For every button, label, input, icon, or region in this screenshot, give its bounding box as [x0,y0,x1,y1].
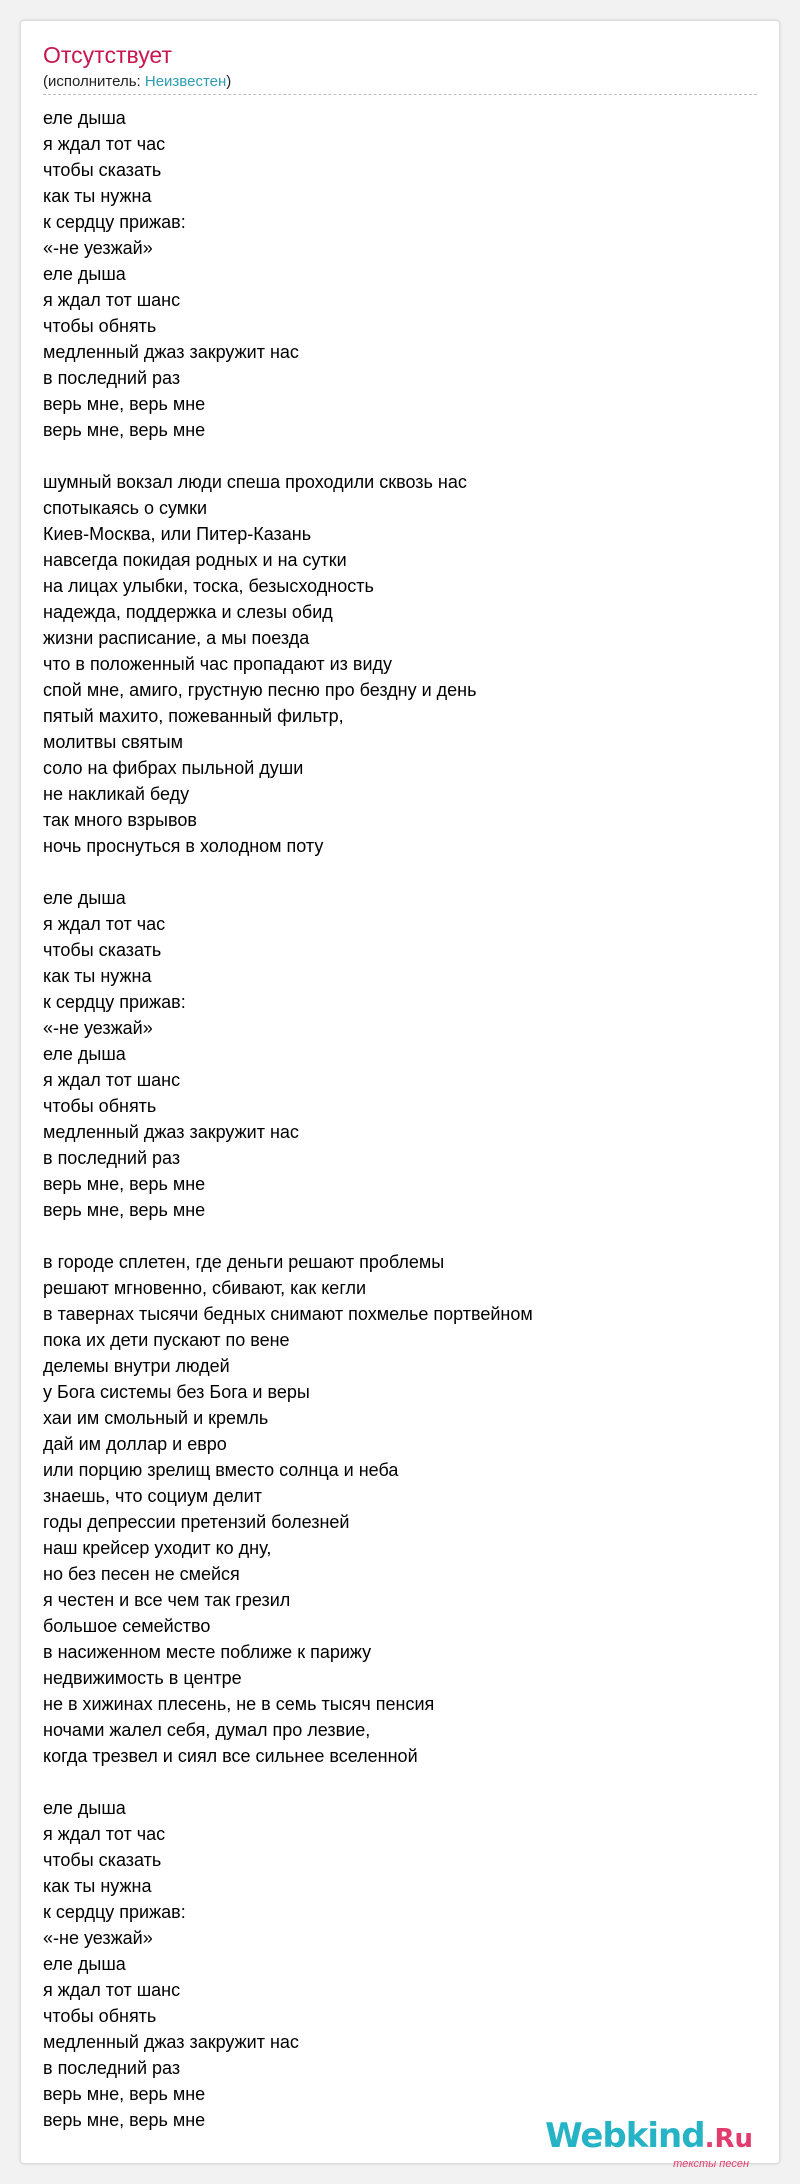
lyric-line: верь мне, верь мне [43,1200,206,1220]
lyric-line: не в хижинах плесень, не в семь тысяч пенсия [43,1694,435,1714]
lyric-line: к сердцу прижав: [43,1902,186,1922]
lyric-line: пока их дети пускают по вене [43,1330,290,1350]
lyric-line: недвижимость в центре [43,1668,242,1688]
performer-link[interactable]: Неизвестен [144,73,227,90]
lyric-line: так много взрывов [43,810,197,830]
lyric-line: хаи им смольный и кремль [43,1408,269,1428]
lyric-line: еле дыша [43,888,126,908]
lyric-line: в последний раз [43,2058,181,2078]
lyric-line: медленный джаз закружит нас [43,2032,299,2052]
logo-domain: .Ru [704,2124,753,2154]
lyric-line: большое семейство [43,1616,211,1636]
logo-name: Webkind [545,2116,705,2156]
performer-line [43,73,231,91]
lyric-line: как ты нужна [43,1876,152,1896]
lyric-line: к сердцу прижав: [43,212,186,232]
lyric-line: спотыкаясь о сумки [43,498,208,518]
lyric-line: чтобы обнять [43,1096,157,1116]
lyrics-stanza [43,1249,763,1769]
lyric-line: «-не уезжай» [43,1018,153,1038]
logo-wordmark [545,2116,753,2156]
title-divider [43,94,757,95]
lyric-line: на лицах улыбки, тоска, безысходность [43,576,374,596]
lyrics-stanza [43,105,763,443]
lyric-line: ночами жалел себя, думал про лезвие, [43,1720,371,1740]
lyric-line: я ждал тот шанс [43,290,181,310]
lyric-line: я ждал тот час [43,914,166,934]
lyric-line: «-не уезжай» [43,238,153,258]
lyric-line: дай им доллар и евро [43,1434,227,1454]
lyrics-stanza [43,1795,763,2133]
lyric-line: спой мне, амиго, грустную песню про бездну и день [43,680,477,700]
lyric-line: знаешь, что социум делит [43,1486,262,1506]
lyric-line: чтобы сказать [43,940,162,960]
lyric-line: я ждал тот час [43,134,166,154]
lyric-line: наш крейсер уходит ко дну, [43,1538,272,1558]
lyrics-text [43,105,763,2159]
lyric-line: соло на фибрах пыльной души [43,758,304,778]
lyric-line: у Бога системы без Бога и веры [43,1382,310,1402]
lyric-line: в насиженном месте поближе к парижу [43,1642,372,1662]
lyric-line: молитвы святым [43,732,183,752]
lyric-line: когда трезвел и сиял все сильнее вселенной [43,1746,418,1766]
lyrics-stanza [43,469,763,859]
lyric-line: в последний раз [43,368,181,388]
lyric-line: медленный джаз закружит нас [43,1122,299,1142]
lyric-line: шумный вокзал люди спеша проходили сквозь нас [43,472,467,492]
lyric-line: чтобы обнять [43,2006,157,2026]
lyric-line: я честен и все чем так грезил [43,1590,291,1610]
lyric-line: как ты нужна [43,966,152,986]
song-title: Отсутствует [43,42,172,68]
lyric-line: к сердцу прижав: [43,992,186,1012]
lyrics-card [20,20,780,2170]
lyric-line: я ждал тот шанс [43,1070,181,1090]
lyric-line: жизни расписание, а мы поезда [43,628,310,648]
lyric-line: не накликай беду [43,784,190,804]
lyric-line: верь мне, верь мне [43,1174,206,1194]
lyric-line: надежда, поддержка и слезы обид [43,602,333,622]
performer-prefix: (исполнитель: [43,73,145,90]
lyric-line: ночь проснуться в холодном поту [43,836,324,856]
lyric-line: но без песен не смейся [43,1564,240,1584]
lyric-line: или порцию зрелищ вместо солнца и неба [43,1460,399,1480]
lyric-line: еле дыша [43,1954,126,1974]
lyric-line: верь мне, верь мне [43,2110,206,2130]
lyric-line: чтобы сказать [43,1850,162,1870]
lyric-line: навсегда покидая родных и на сутки [43,550,347,570]
lyric-line: как ты нужна [43,186,152,206]
site-logo[interactable] [545,2116,753,2170]
logo-tagline: тексты песен [673,2158,749,2170]
lyric-line: в тавернах тысячи бедных снимают похмелье портвейном [43,1304,533,1324]
lyric-line: чтобы сказать [43,160,162,180]
lyric-line: годы депрессии претензий болезней [43,1512,350,1532]
lyric-line: медленный джаз закружит нас [43,342,299,362]
lyric-line: пятый махито, пожеванный фильтр, [43,706,344,726]
lyric-line: еле дыша [43,1044,126,1064]
performer-suffix: ) [226,73,232,90]
lyric-line: в городе сплетен, где деньги решают проблемы [43,1252,445,1272]
lyric-line: верь мне, верь мне [43,394,206,414]
lyric-line: Киев-Москва, или Питер-Казань [43,524,312,544]
lyric-line: верь мне, верь мне [43,420,206,440]
lyric-line: я ждал тот шанс [43,1980,181,2000]
lyric-line: еле дыша [43,1798,126,1818]
lyrics-stanza [43,885,763,1223]
lyric-line: что в положенный час пропадают из виду [43,654,393,674]
lyric-line: еле дыша [43,264,126,284]
lyric-line: делемы внутри людей [43,1356,230,1376]
lyric-line: верь мне, верь мне [43,2084,206,2104]
lyric-line: решают мгновенно, сбивают, как кегли [43,1278,367,1298]
lyric-line: в последний раз [43,1148,181,1168]
lyric-line: я ждал тот час [43,1824,166,1844]
lyric-line: еле дыша [43,108,126,128]
lyric-line: чтобы обнять [43,316,157,336]
lyric-line: «-не уезжай» [43,1928,153,1948]
